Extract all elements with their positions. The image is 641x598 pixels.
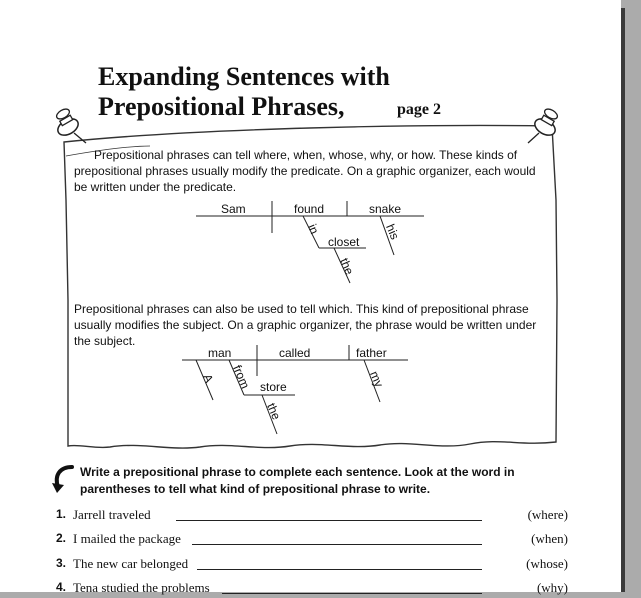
item-sentence: Jarrell traveled [73,507,151,522]
diagram2-subject: man [208,346,232,360]
item-hint: (where) [527,507,568,522]
item-number: 4. [56,580,67,594]
diagram2-verb: called [279,346,311,360]
diagram1-preposition: in [305,222,322,237]
item-number: 1. [56,507,67,521]
exercise-item [56,580,568,598]
item-number: 2. [56,531,67,545]
page-label: page 2 [397,101,441,118]
intro-paragraph-1: Prepositional phrases can tell where, when, whose, why, or how. These kinds of prepositional phrases usually modify the predicate. On a graphic organizer, each would be written under the predicate. [74,148,536,194]
title-line-1: Expanding Sentences with [98,62,390,91]
page-shadow [621,8,625,592]
diagram2-preposition: from [230,363,253,391]
answer-blank[interactable] [192,544,482,545]
curved-arrow-icon [50,463,76,493]
diagram1-verb: found [294,202,325,216]
diagram2-object: father [356,346,387,360]
intro-paragraph-2: Prepositional phrases can also be used to tell which. This kind of prepositional phrase usually modifies the subject. On a graphic organizer, the phrase would be written under the subject. [74,302,537,348]
diagram1-prep-object: closet [328,235,360,249]
diagram2-subject-modifier: A [200,372,217,385]
title-line-2: Prepositional Phrases, [98,92,345,121]
directions-text: Write a prepositional phrase to complete each sentence. Look at the word in parentheses to tell what kind of prepositional phrase to write. [80,465,515,496]
item-sentence: The new car belonged [73,556,189,571]
exercise-item [56,507,568,525]
item-sentence: Tena studied the problems [73,580,210,595]
diagram2-prep-modifier: the [264,401,284,422]
answer-blank[interactable] [197,569,482,570]
answer-blank[interactable] [222,593,482,594]
diagram1-prep-modifier: the [337,256,357,277]
answer-blank[interactable] [176,520,482,521]
diagram1-object: snake [369,202,402,216]
exercise-item [56,556,568,574]
diagram2-object-modifier: my [367,369,387,390]
diagram1-object-modifier: his [383,222,402,242]
diagram1-subject: Sam [221,202,246,216]
exercise-item [56,531,568,549]
item-hint: (why) [536,580,568,595]
diagram2-prep-object: store [260,380,287,394]
item-number: 3. [56,556,67,570]
item-sentence: I mailed the package [73,531,181,546]
item-hint: (whose) [526,556,568,571]
item-hint: (when) [531,531,568,546]
